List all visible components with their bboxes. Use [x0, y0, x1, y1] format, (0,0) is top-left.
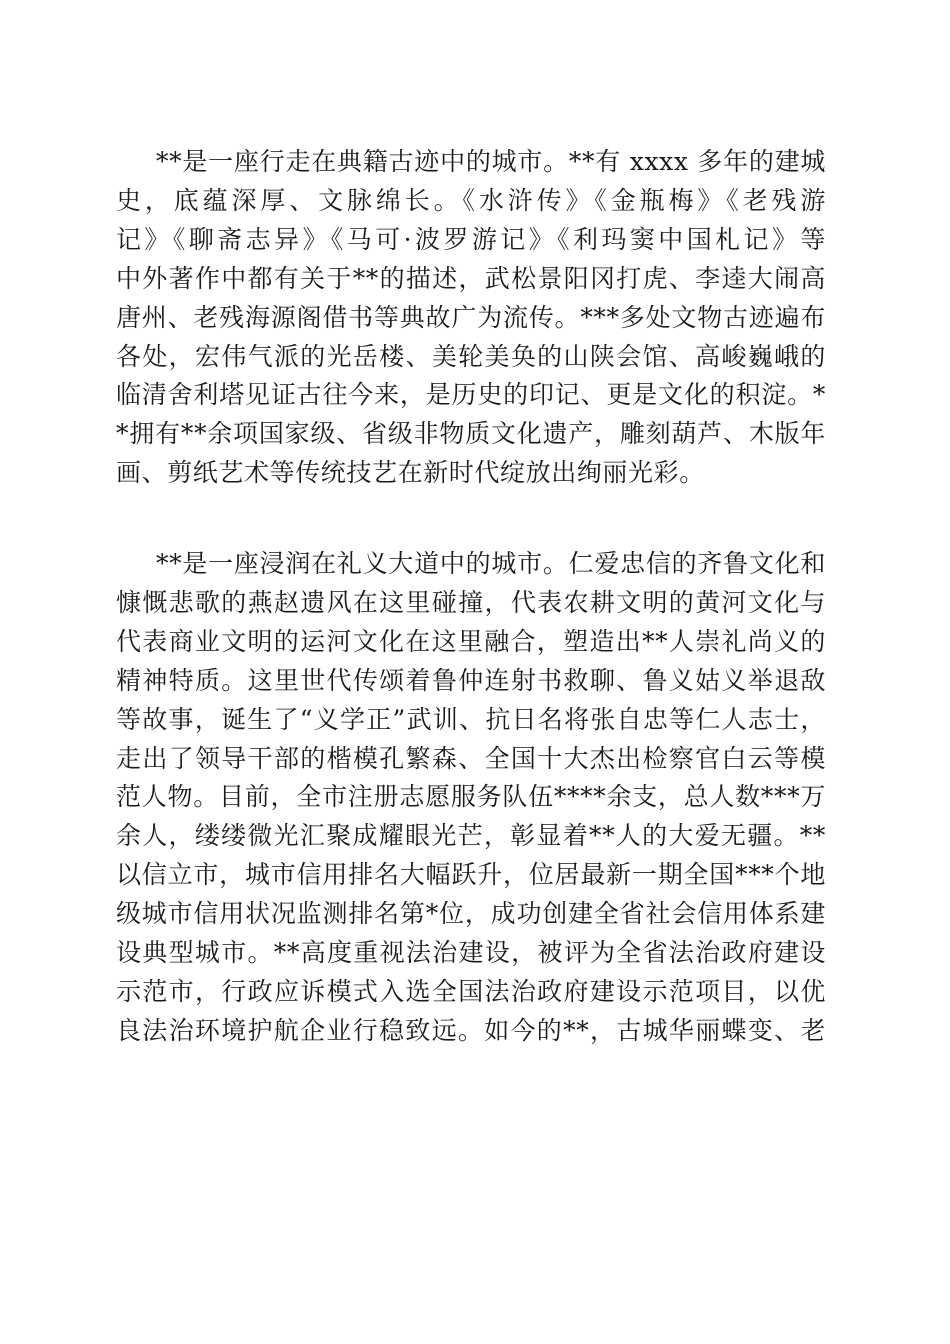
text-line: 画、剪纸艺术等传统技艺在新时代绽放出绚丽光彩。 [116, 458, 705, 488]
text-line: **是一座行走在典籍古迹中的城市。**有 xxxx 多年的建城 [156, 147, 826, 176]
text-line: 中外著作中都有关于**的描述，武松景阳冈打虎、李逵大闹高 [116, 263, 826, 293]
text-line: 精神特质。这里世代传颂着鲁仲连射书救聊、鲁义姑义举退敌 [116, 665, 826, 695]
text-line: 以信立市，城市信用排名大幅跃升，位居最新一期全国***个地 [116, 860, 826, 890]
text-line: 各处，宏伟气派的光岳楼、美轮美奂的山陕会馆、高峻巍峨的 [116, 341, 826, 371]
text-line: **是一座浸润在礼义大道中的城市。仁爱忠信的齐鲁文化和 [156, 549, 826, 578]
text-line: 慷慨悲歌的燕赵遗风在这里碰撞，代表农耕文明的黄河文化与 [116, 587, 826, 617]
text-line: 示范市，行政应诉模式入选全国法治政府建设示范项目，以优 [116, 976, 826, 1006]
text-line: *拥有**余项国家级、省级非物质文化遗产，雕刻葫芦、木版年 [116, 419, 826, 449]
text-line: 级城市信用状况监测排名第*位，成功创建全省社会信用体系建 [116, 899, 826, 929]
text-line: 良法治环境护航企业行稳致远。如今的**，古城华丽蝶变、老 [116, 1015, 826, 1045]
text-line: 代表商业文明的运河文化在这里融合，塑造出**人崇礼尚义的 [116, 626, 826, 656]
text-line: 等故事，诞生了“义学正”武训、抗日名将张自忠等仁人志士， [116, 704, 826, 734]
text-line: 余人，缕缕微光汇聚成耀眼光芒，彰显着**人的大爱无疆。** [116, 821, 826, 851]
text-line: 记》《聊斋志异》《马可·波罗游记》《利玛窦中国札记》等 [116, 224, 826, 254]
text-line: 临清舍利塔见证古往今来，是历史的印记、更是文化的积淀。* [116, 380, 826, 410]
text-line: 唐州、老残海源阁借书等典故广为流传。***多处文物古迹遍布 [116, 302, 826, 332]
text-line: 范人物。目前，全市注册志愿服务队伍****余支，总人数***万 [116, 782, 826, 812]
text-line: 设典型城市。**高度重视法治建设，被评为全省法治政府建设 [116, 938, 826, 968]
text-line: 走出了领导干部的楷模孔繁森、全国十大杰出检察官白云等模 [116, 743, 826, 773]
paragraph-ritual-city [116, 545, 826, 1051]
paragraph-historic-city [116, 143, 826, 493]
text-line: 史，底蕴深厚、文脉绵长。《水浒传》《金瓶梅》《老残游 [116, 185, 826, 215]
